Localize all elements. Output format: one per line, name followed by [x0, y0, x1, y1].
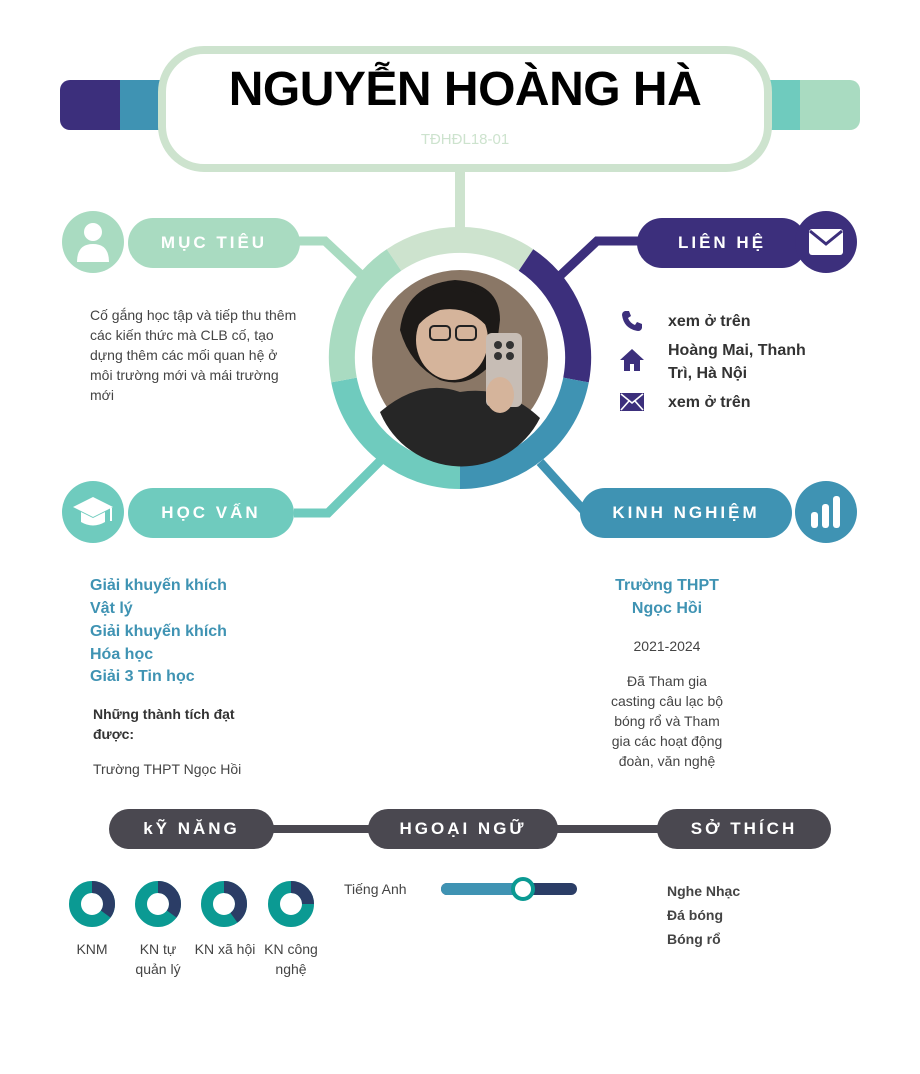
section-skills-title: kỸ NĂNG	[109, 809, 274, 849]
section-languages-title: HGOẠI NGỮ	[368, 809, 558, 849]
hobby-item: Đá bóng	[667, 907, 723, 923]
section-objective-title: MỤC TIÊU	[128, 218, 300, 268]
experience-description: Đã Tham gia casting câu lạc bộ bóng rổ và Tham gia các hoạt động đoàn, văn nghệ	[610, 673, 724, 769]
phone-icon	[620, 309, 644, 338]
award-item: Giải khuyến khích Vật lý	[90, 577, 227, 617]
skill-label: KN tự quản lý	[135, 941, 181, 977]
hobby-item: Bóng rổ	[667, 931, 721, 947]
experience-place: Trường THPT Ngọc Hồi	[615, 577, 719, 617]
language-slider	[441, 883, 577, 895]
contact-address: Hoàng Mai, Thanh Trì, Hà Nội	[668, 342, 806, 382]
bar-chart-icon	[795, 481, 857, 543]
skill-label: KN xã hội	[194, 941, 256, 957]
person-icon	[62, 211, 124, 273]
award-item: Giải 3 Tin học	[90, 668, 195, 685]
envelope-icon	[619, 392, 645, 417]
page-subtitle: TĐHĐL18-01	[420, 131, 510, 148]
mail-icon	[795, 211, 857, 273]
section-experience-title: KINH NGHIỆM	[580, 488, 792, 538]
experience-period: 2021-2024	[633, 638, 701, 654]
skill-label: KN công nghệ	[264, 941, 318, 977]
home-icon	[619, 348, 645, 377]
contact-phone: xem ở trên	[668, 313, 751, 330]
section-contact-title: LIÊN HỆ	[637, 218, 807, 268]
skill-label: KNM	[76, 941, 108, 957]
hobby-item: Nghe Nhạc	[667, 883, 741, 899]
objective-text: Cố gắng học tập và tiếp thu thêm các kiến thức mà CLB cố, tạo dựng thêm các mối quan hệ ở môi trường mới và mái trường mới	[90, 307, 297, 403]
skills-donuts	[0, 870, 340, 940]
language-label: Tiếng Anh	[344, 881, 407, 897]
achievements-label: Những thành tích đạt được:	[93, 706, 235, 742]
section-education-title: HỌC VẤN	[128, 488, 294, 538]
contact-email: xem ở trên	[668, 394, 751, 411]
section-hobbies-title: SỞ THÍCH	[657, 809, 831, 849]
graduation-cap-icon	[62, 481, 124, 543]
award-item: Giải khuyến khích Hóa học	[90, 623, 227, 663]
language-slider-knob	[511, 877, 535, 901]
education-school: Trường THPT Ngọc Hồi	[93, 761, 242, 777]
page-title: NGUYỄN HOÀNG HÀ	[228, 63, 702, 116]
